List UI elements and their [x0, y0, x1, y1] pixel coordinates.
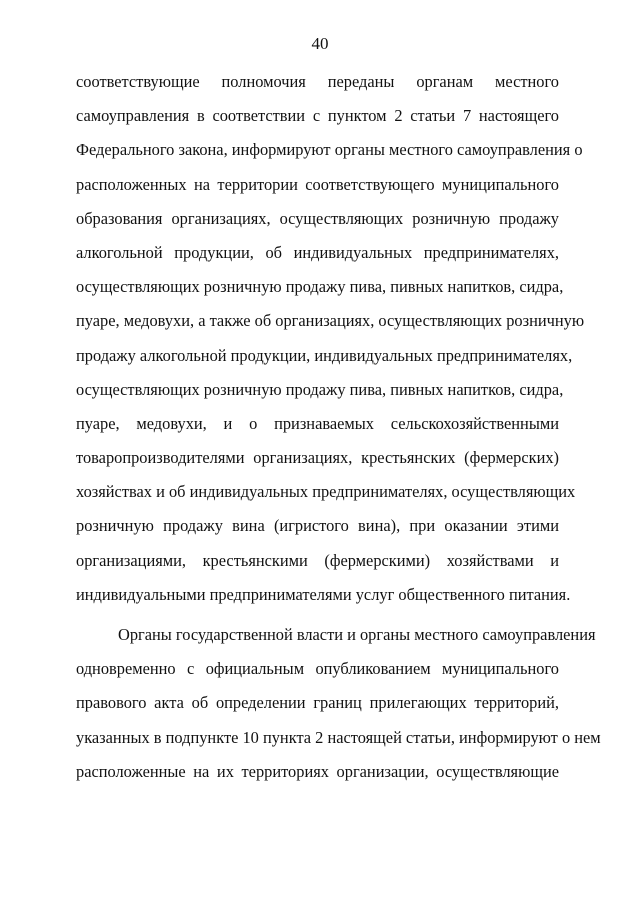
paragraph-2 — [76, 625, 601, 796]
text-line: расположенных на территории соответствующего муниципального — [76, 174, 559, 194]
text-line: розничную продажу вина (игристого вина), при оказании этими — [76, 516, 559, 536]
text-line: осуществляющих розничную продажу пива, пивных напитков, сидра, — [76, 379, 564, 399]
text-line: Федерального закона, информируют органы местного самоуправления о — [76, 140, 583, 160]
page-number: 40 — [311, 34, 329, 53]
text-line: соответствующие полномочия переданы органам местного — [76, 72, 559, 91]
text-line: образования организациях, осуществляющих розничную продажу — [76, 208, 559, 228]
text-line: организациями, крестьянскими (фермерскими) хозяйствами и — [76, 550, 559, 570]
text-line: указанных в подпункте 10 пункта 2 настоящей статьи, информируют о нем — [76, 727, 601, 747]
text-line: пуаре, медовухи, а также об организациях, осуществляющих розничную — [76, 311, 585, 331]
text-line: индивидуальными предпринимателями услуг общественного питания. — [76, 584, 571, 604]
text-line: правового акта об определении границ прилегающих территорий, — [76, 693, 559, 713]
text-line: пуаре, медовухи, и о признаваемых сельскохозяйственными — [76, 413, 559, 433]
text-line: Органы государственной власти и органы местного самоуправления — [118, 625, 596, 644]
text-line: хозяйствах и об индивидуальных предпринимателях, осуществляющих — [76, 482, 576, 502]
text-line: одновременно с официальным опубликованием муниципального — [76, 659, 559, 679]
paragraph-1 — [76, 72, 585, 619]
text-line: расположенные на их территориях организации, осуществляющие — [76, 761, 559, 781]
text-line: продажу алкогольной продукции, индивидуальных предпринимателях, — [76, 345, 573, 365]
text-line: товаропроизводителями организациях, крестьянских (фермерских) — [76, 448, 559, 468]
text-line: осуществляющих розничную продажу пива, пивных напитков, сидра, — [76, 277, 564, 297]
text-line: самоуправления в соответствии с пунктом 2 статьи 7 настоящего — [76, 106, 559, 126]
text-line: алкогольной продукции, об индивидуальных предпринимателях, — [76, 242, 559, 262]
